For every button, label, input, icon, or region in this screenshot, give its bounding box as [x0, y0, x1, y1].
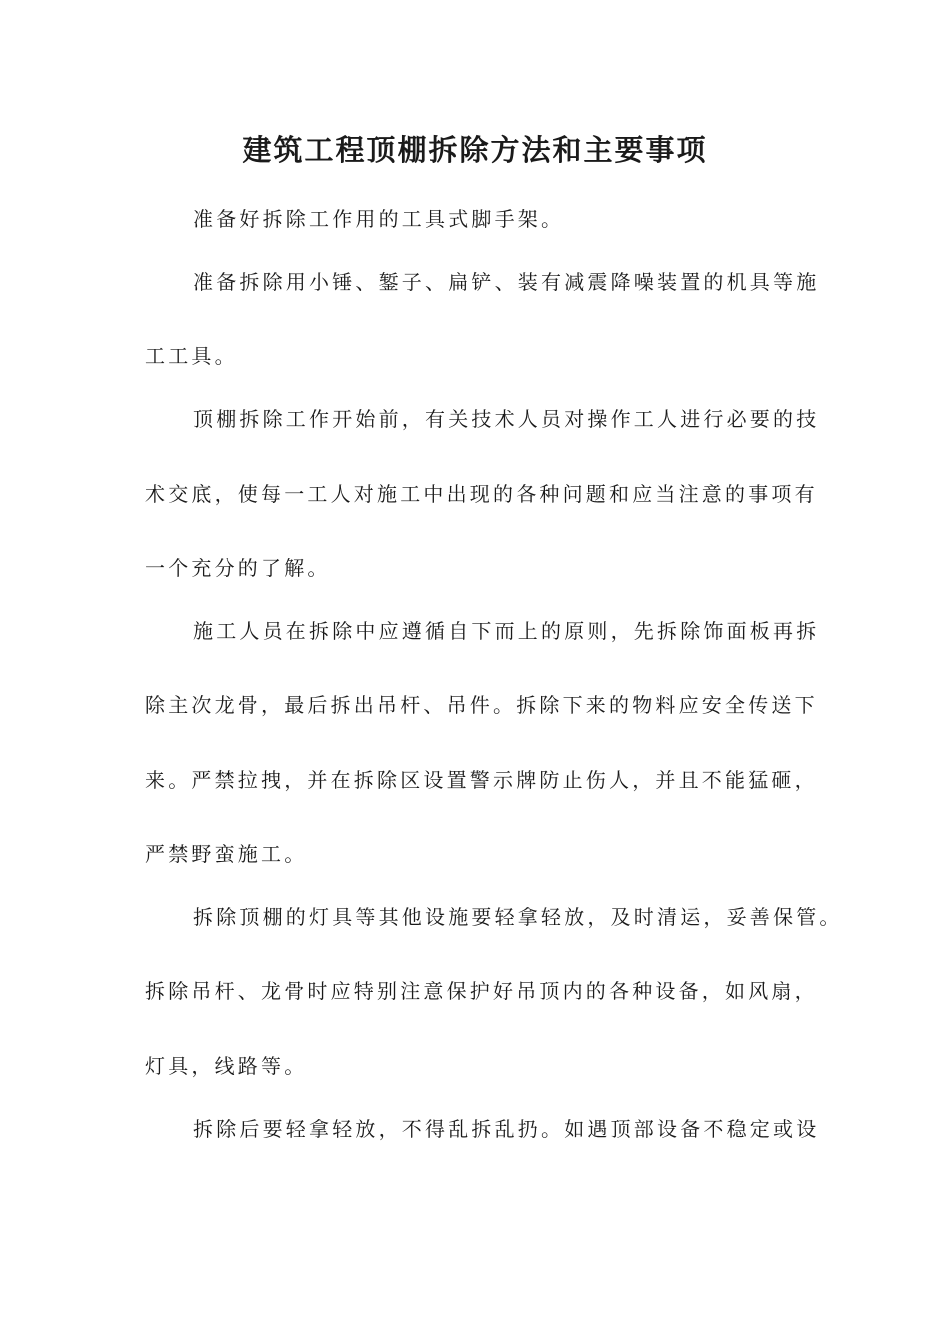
paragraph-line: 拆除后要轻拿轻放，不得乱拆乱扔。如遇顶部设备不稳定或设	[193, 1117, 820, 1141]
paragraph-line: 术交底，使每一工人对施工中出现的各种问题和应当注意的事项有	[145, 482, 818, 506]
paragraph-line: 来。严禁拉拽，并在拆除区设置警示牌防止伤人，并且不能猛砸，	[145, 768, 818, 792]
paragraph-line: 拆除顶棚的灯具等其他设施要轻拿轻放，及时清运，妥善保管。	[193, 905, 843, 929]
paragraph-line: 准备拆除用小锤、錾子、扁铲、装有减震降噪装置的机具等施	[193, 270, 820, 294]
paragraph-line: 施工人员在拆除中应遵循自下而上的原则，先拆除饰面板再拆	[193, 619, 820, 643]
page-title: 建筑工程顶棚拆除方法和主要事项	[242, 133, 708, 167]
paragraph-line: 准备好拆除工作用的工具式脚手架。	[193, 207, 565, 231]
paragraph-line: 顶棚拆除工作开始前，有关技术人员对操作工人进行必要的技	[193, 407, 820, 431]
paragraph-line: 除主次龙骨，最后拆出吊杆、吊件。拆除下来的物料应安全传送下	[145, 693, 818, 717]
paragraph-line: 一个充分的了解。	[145, 556, 331, 580]
paragraph-line: 拆除吊杆、龙骨时应特别注意保护好吊顶内的各种设备，如风扇，	[145, 979, 818, 1003]
paragraph-line: 工工具。	[145, 344, 238, 368]
paragraph-line: 灯具，线路等。	[145, 1054, 308, 1078]
paragraph-line: 严禁野蛮施工。	[145, 842, 308, 866]
